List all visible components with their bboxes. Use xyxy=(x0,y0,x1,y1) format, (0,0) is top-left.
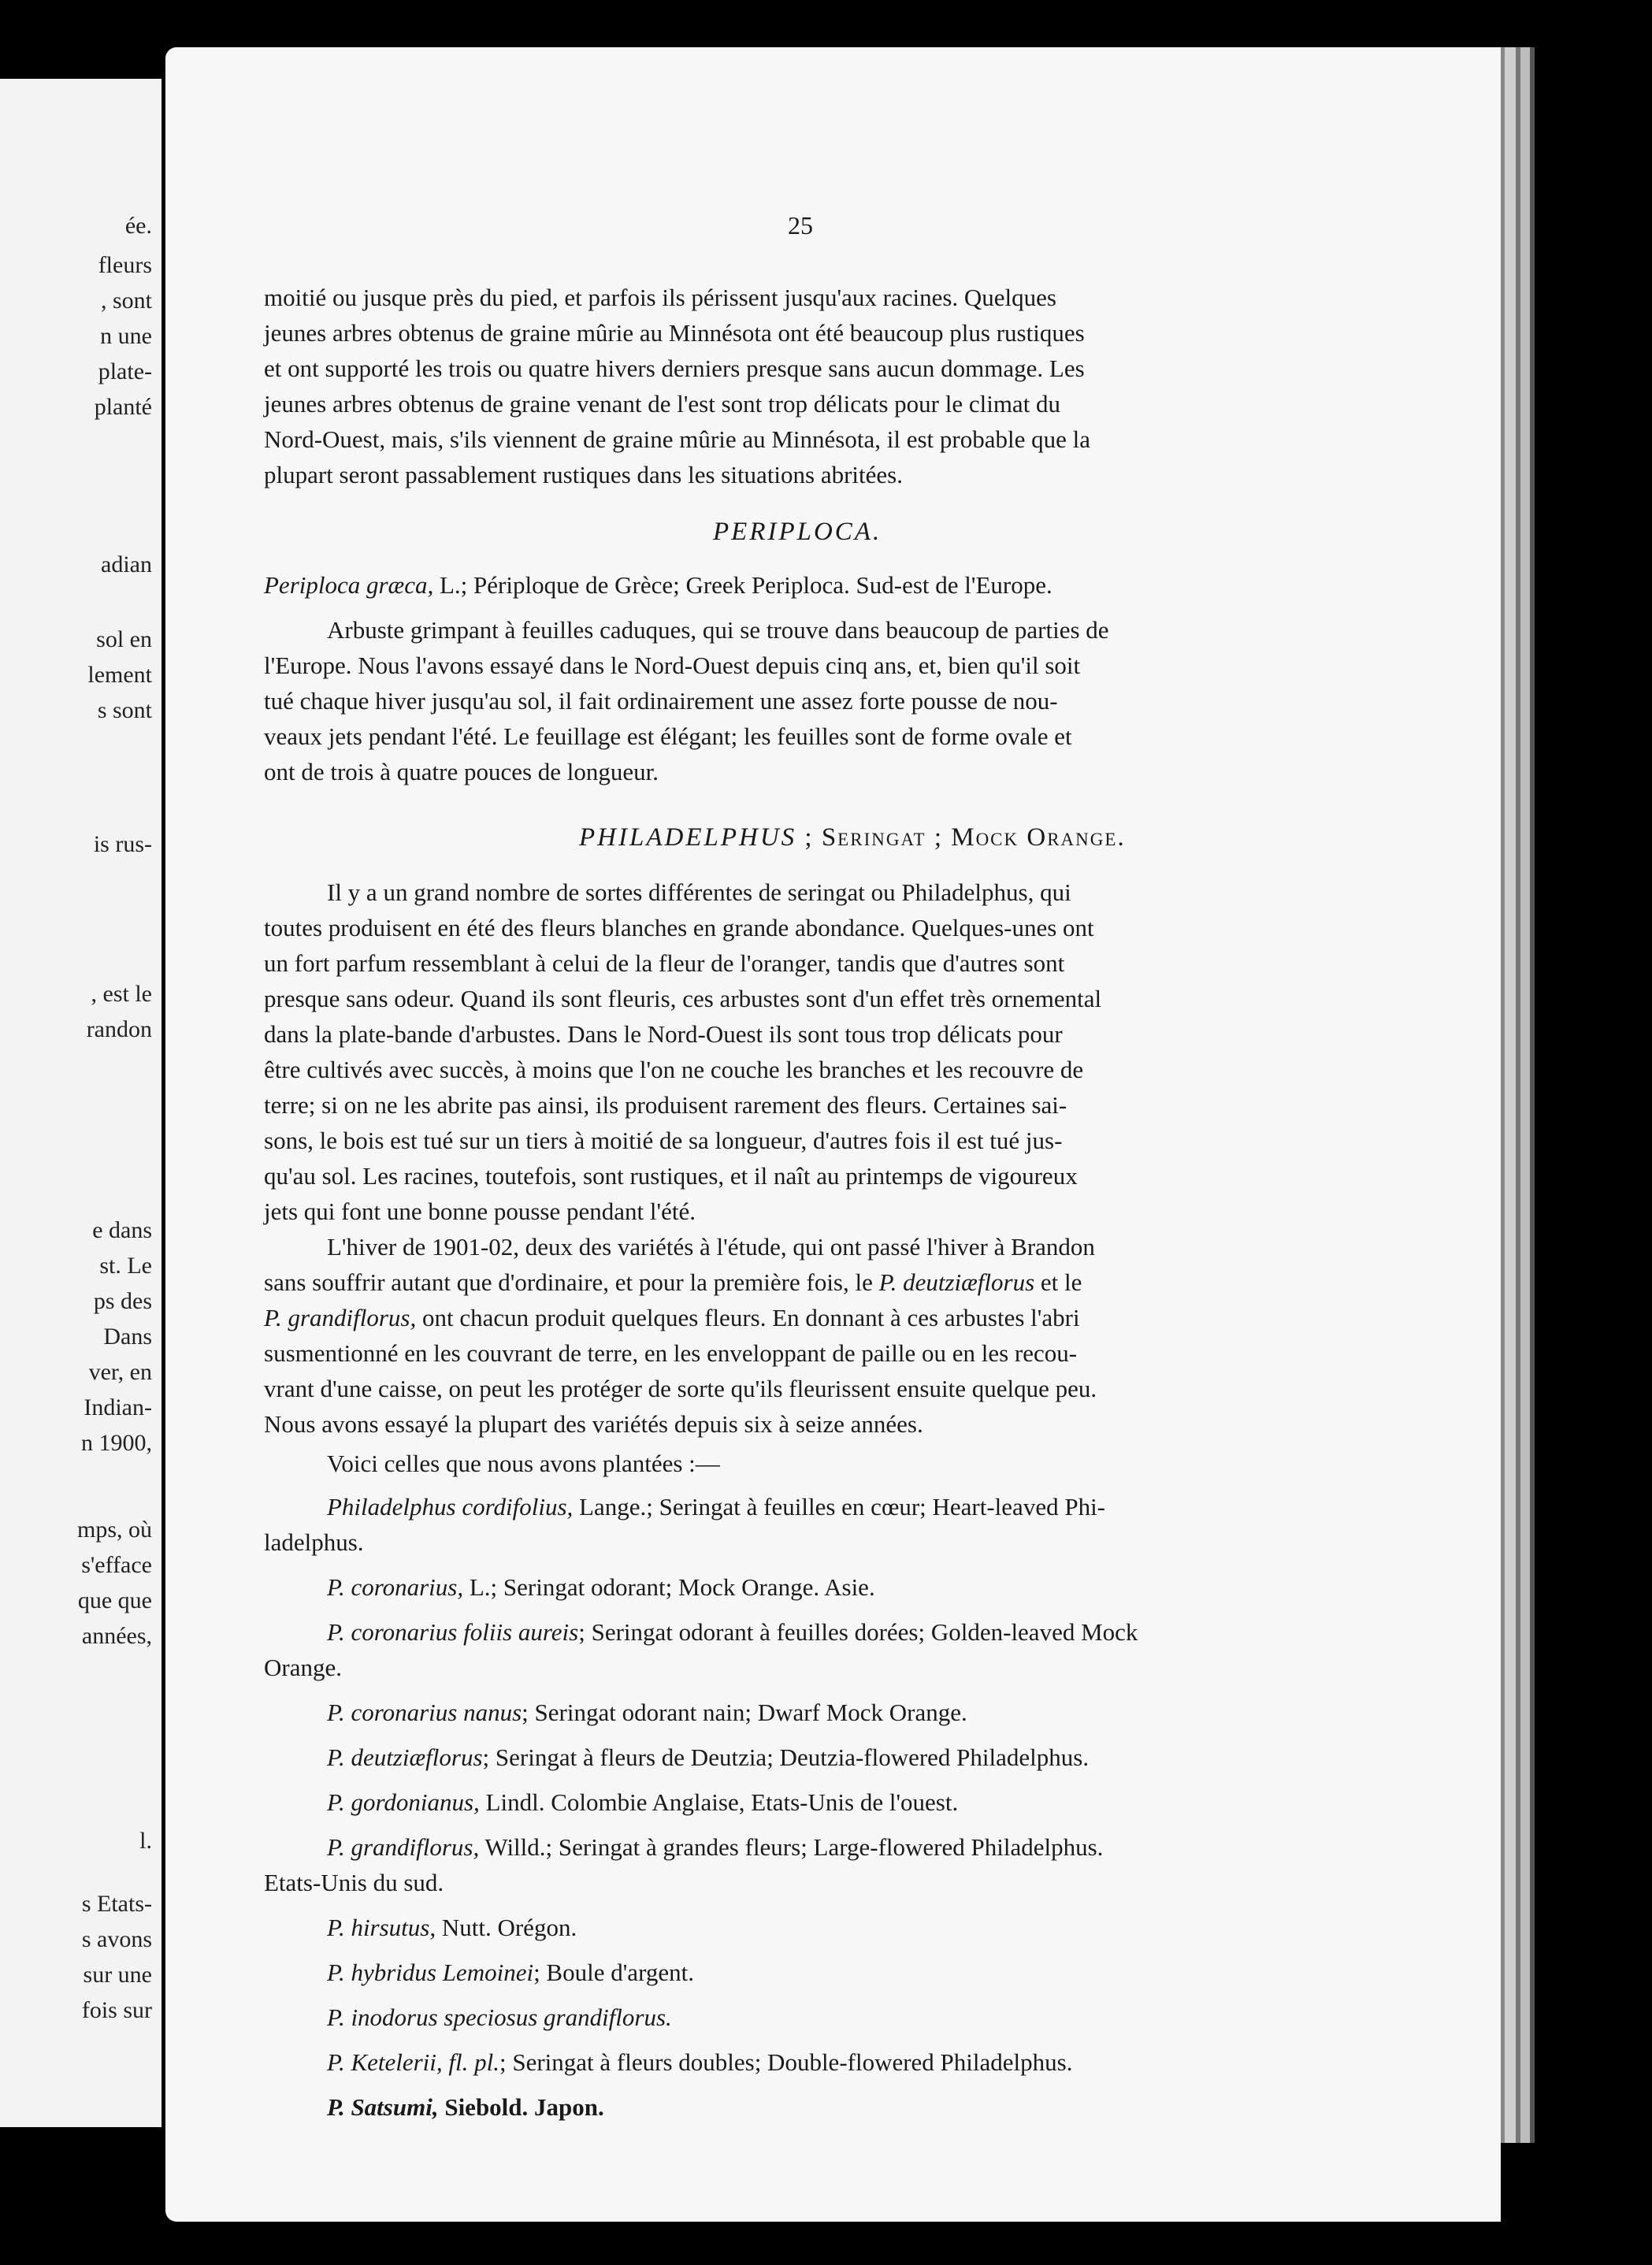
text-line: Nous avons essayé la plupart des variétés depuis six à seize années. xyxy=(264,1410,923,1438)
text-line: Arbuste grimpant à feuilles caduques, qui se trouve dans beaucoup de parties de xyxy=(327,616,1109,644)
variety-entry xyxy=(327,1743,1089,1772)
left-page-text-line: s sont xyxy=(97,697,152,723)
variety-name: P. inodorus speciosus grandiflorus. xyxy=(327,2003,672,2031)
left-page-text-line: ée. xyxy=(124,213,152,239)
variety-name: P. Satsumi, xyxy=(327,2093,439,2121)
left-page-text-line: mps, où xyxy=(76,1517,152,1543)
variety-name: P. hirsutus, xyxy=(327,1914,436,1941)
left-page-text-line: s Etats- xyxy=(81,1891,152,1917)
text-line: jeunes arbres obtenus de graine venant de l'est sont trop délicats pour le climat du xyxy=(264,390,1061,418)
variety-entry xyxy=(327,1788,958,1817)
text-line: Nord-Ouest, mais, s'ils viennent de graine mûrie au Minnésota, il est probable que la xyxy=(264,425,1090,453)
text-line: jeunes arbres obtenus de graine mûrie au Minnésota ont été beaucoup plus rustiques xyxy=(264,319,1085,347)
variety-description: ; Seringat à fleurs de Deutzia; Deutzia-flowered Philadelphus. xyxy=(482,1743,1090,1771)
left-page-text-line: que que xyxy=(77,1587,152,1613)
page-edge xyxy=(1520,47,1530,2143)
species-name: P. grandiflorus, xyxy=(264,1304,417,1331)
variety-entry xyxy=(327,1493,1105,1521)
left-page-text-line: is rus- xyxy=(93,831,152,857)
left-page-text-line: planté xyxy=(94,394,152,420)
variety-description: Lindl. Colombie Anglaise, Etats-Unis de l'ouest. xyxy=(479,1788,959,1816)
text-line: ont de trois à quatre pouces de longueur. xyxy=(264,758,659,785)
left-page-text-line: Indian- xyxy=(84,1394,152,1420)
variety-name: P. coronarius nanus xyxy=(327,1699,522,1726)
left-page-text-line: l. xyxy=(139,1828,152,1854)
text-line: tué chaque hiver jusqu'au sol, il fait ordinairement une assez forte pousse de nou- xyxy=(264,687,1058,715)
left-page-text-line: n une xyxy=(100,323,152,349)
left-page-text-line: fleurs xyxy=(98,252,152,278)
text-line: et ont supporté les trois ou quatre hivers derniers presque sans aucun dommage. Les xyxy=(264,355,1085,382)
text-line: l'Europe. Nous l'avons essayé dans le Nord-Ouest depuis cinq ans, et, bien qu'il soit xyxy=(264,652,1081,679)
variety-continuation: Etats-Unis du sud. xyxy=(264,1869,444,1896)
variety-name: P. deutziæflorus xyxy=(327,1743,483,1771)
left-page-text-line: sol en xyxy=(96,626,152,652)
variety-description: ; Seringat odorant nain; Dwarf Mock Orange. xyxy=(522,1699,967,1726)
variety-entry xyxy=(327,2048,1072,2077)
variety-name: P. hybridus Lemoinei xyxy=(327,1959,534,1986)
text-line: Il y a un grand nombre de sortes différentes de seringat ou Philadelphus, qui xyxy=(327,878,1071,906)
page-number: 25 xyxy=(788,211,813,239)
text-line: P. grandiflorus, ont chacun produit quelques fleurs. En donnant à ces arbustes l'abri xyxy=(264,1304,1080,1331)
text-line: Voici celles que nous avons plantées :— xyxy=(327,1450,720,1477)
left-page-text-line: s avons xyxy=(81,1926,152,1952)
variety-description: Siebold. Japon. xyxy=(438,2093,604,2121)
text-line: un fort parfum ressemblant à celui de la fleur de l'oranger, tandis que d'autres sont xyxy=(264,949,1065,977)
text-line: presque sans odeur. Quand ils sont fleuris, ces arbustes sont d'un effet très ornemental xyxy=(264,985,1102,1012)
variety-name: P. gordonianus, xyxy=(327,1788,480,1816)
left-page-text-line: s'efface xyxy=(81,1552,152,1578)
variety-name: Philadelphus cordifolius, xyxy=(327,1493,574,1521)
english-name: Mock Orange. xyxy=(951,823,1126,852)
left-page-text-line: ps des xyxy=(93,1288,152,1314)
text-line: dans la plate-bande d'arbustes. Dans le Nord-Ouest ils sont tous trop délicats pour xyxy=(264,1020,1063,1048)
text-line: veaux jets pendant l'été. Le feuillage est élégant; les feuilles sont de forme ovale et xyxy=(264,722,1072,750)
variety-entry xyxy=(327,1959,694,1987)
variety-entry xyxy=(327,1573,875,1602)
text-line: sons, le bois est tué sur un tiers à moitié de sa longueur, d'autres fois il est tué jus- xyxy=(264,1127,1063,1154)
text-line: L'hiver de 1901-02, deux des variétés à l'étude, qui ont passé l'hiver à Brandon xyxy=(327,1233,1095,1261)
species-name: Periploca græca, xyxy=(264,571,434,599)
left-page-text-line: n 1900, xyxy=(81,1430,152,1456)
variety-description: ; Boule d'argent. xyxy=(533,1959,694,1986)
variety-name: P. coronarius, xyxy=(327,1573,464,1601)
variety-entry xyxy=(327,1618,1138,1647)
variety-entry xyxy=(327,2003,672,2032)
left-page-text-line: fois sur xyxy=(81,1997,152,2023)
text-line: plupart seront passablement rustiques dans les situations abritées. xyxy=(264,461,903,488)
text-line: qu'au sol. Les racines, toutefois, sont rustiques, et il naît au printemps de vigoureux xyxy=(264,1162,1078,1190)
species-desc: L.; Périploque de Grèce; Greek Periploca. Sud-est de l'Europe. xyxy=(433,571,1052,599)
left-page-text-line: sur une xyxy=(83,1962,152,1988)
genus-heading: PHILADELPHUS xyxy=(579,823,797,852)
variety-description: Nutt. Orégon. xyxy=(436,1914,577,1941)
variety-description: Willd.; Seringat à grandes fleurs; Large-flowered Philadelphus. xyxy=(479,1833,1104,1861)
left-page-text-line: Dans xyxy=(103,1324,152,1350)
variety-description: L.; Seringat odorant; Mock Orange. Asie. xyxy=(463,1573,875,1601)
french-name: Seringat xyxy=(821,823,926,852)
variety-name: P. coronarius foliis aureis xyxy=(327,1618,579,1646)
variety-continuation: ladelphus. xyxy=(264,1528,364,1556)
left-page-text-line: adian xyxy=(101,551,152,577)
left-page-text-line: , sont xyxy=(100,288,152,314)
variety-entry xyxy=(327,1699,967,1727)
left-page-text-line: st. Le xyxy=(99,1253,152,1279)
left-page-text-line: randon xyxy=(86,1016,152,1042)
left-page-fragment xyxy=(0,79,161,2127)
variety-description: Lange.; Seringat à feuilles en cœur; Heart-leaved Phi- xyxy=(573,1493,1105,1521)
variety-entry xyxy=(327,1833,1103,1862)
variety-continuation: Orange. xyxy=(264,1654,342,1681)
section-heading-periploca: PERIPLOCA. xyxy=(713,518,882,546)
species-line xyxy=(264,571,1052,600)
left-page-text-line: lement xyxy=(87,662,152,688)
left-page-text-line: années, xyxy=(81,1623,152,1649)
text-line: jets qui font une bonne pousse pendant l'été. xyxy=(264,1197,696,1225)
text-line: moitié ou jusque près du pied, et parfois ils périssent jusqu'aux racines. Quelques xyxy=(264,284,1056,311)
main-page xyxy=(165,47,1501,2222)
text-line: toutes produisent en été des fleurs blanches en grande abondance. Quelques-unes ont xyxy=(264,914,1094,941)
page-edge xyxy=(1505,47,1516,2143)
text-line: vrant d'une caisse, on peut les protéger de sorte qu'ils fleurissent ensuite quelque peu. xyxy=(264,1375,1097,1402)
variety-description: ; Seringat odorant à feuilles dorées; Golden-leaved Mock xyxy=(578,1618,1138,1646)
text-line: susmentionné en les couvrant de terre, en les enveloppant de paille ou en les recou- xyxy=(264,1339,1078,1367)
section-heading-philadelphus: PHILADELPHUS ; Seringat ; Mock Orange. xyxy=(579,823,1126,852)
species-name: P. deutziæflorus xyxy=(878,1268,1035,1296)
text-line: être cultivés avec succès, à moins que l'on ne couche les branches et les recouvre de xyxy=(264,1056,1084,1083)
left-page-text-line: ver, en xyxy=(88,1359,152,1385)
left-page-text-line: e dans xyxy=(92,1217,152,1243)
variety-name: P. Ketelerii, fl. pl. xyxy=(327,2048,499,2076)
variety-entry xyxy=(327,2093,604,2122)
variety-description: ; Seringat à fleurs doubles; Double-flowered Philadelphus. xyxy=(499,2048,1073,2076)
variety-entry xyxy=(327,1914,577,1942)
text-line: sans souffrir autant que d'ordinaire, et pour la première fois, le P. deutziæflorus et le xyxy=(264,1268,1082,1296)
variety-name: P. grandiflorus, xyxy=(327,1833,480,1861)
text-line: terre; si on ne les abrite pas ainsi, ils produisent rarement des fleurs. Certaines sai- xyxy=(264,1091,1067,1119)
page-edge xyxy=(1530,47,1535,2143)
left-page-text-line: plate- xyxy=(98,358,152,384)
left-page-text-line: , est le xyxy=(91,981,152,1007)
